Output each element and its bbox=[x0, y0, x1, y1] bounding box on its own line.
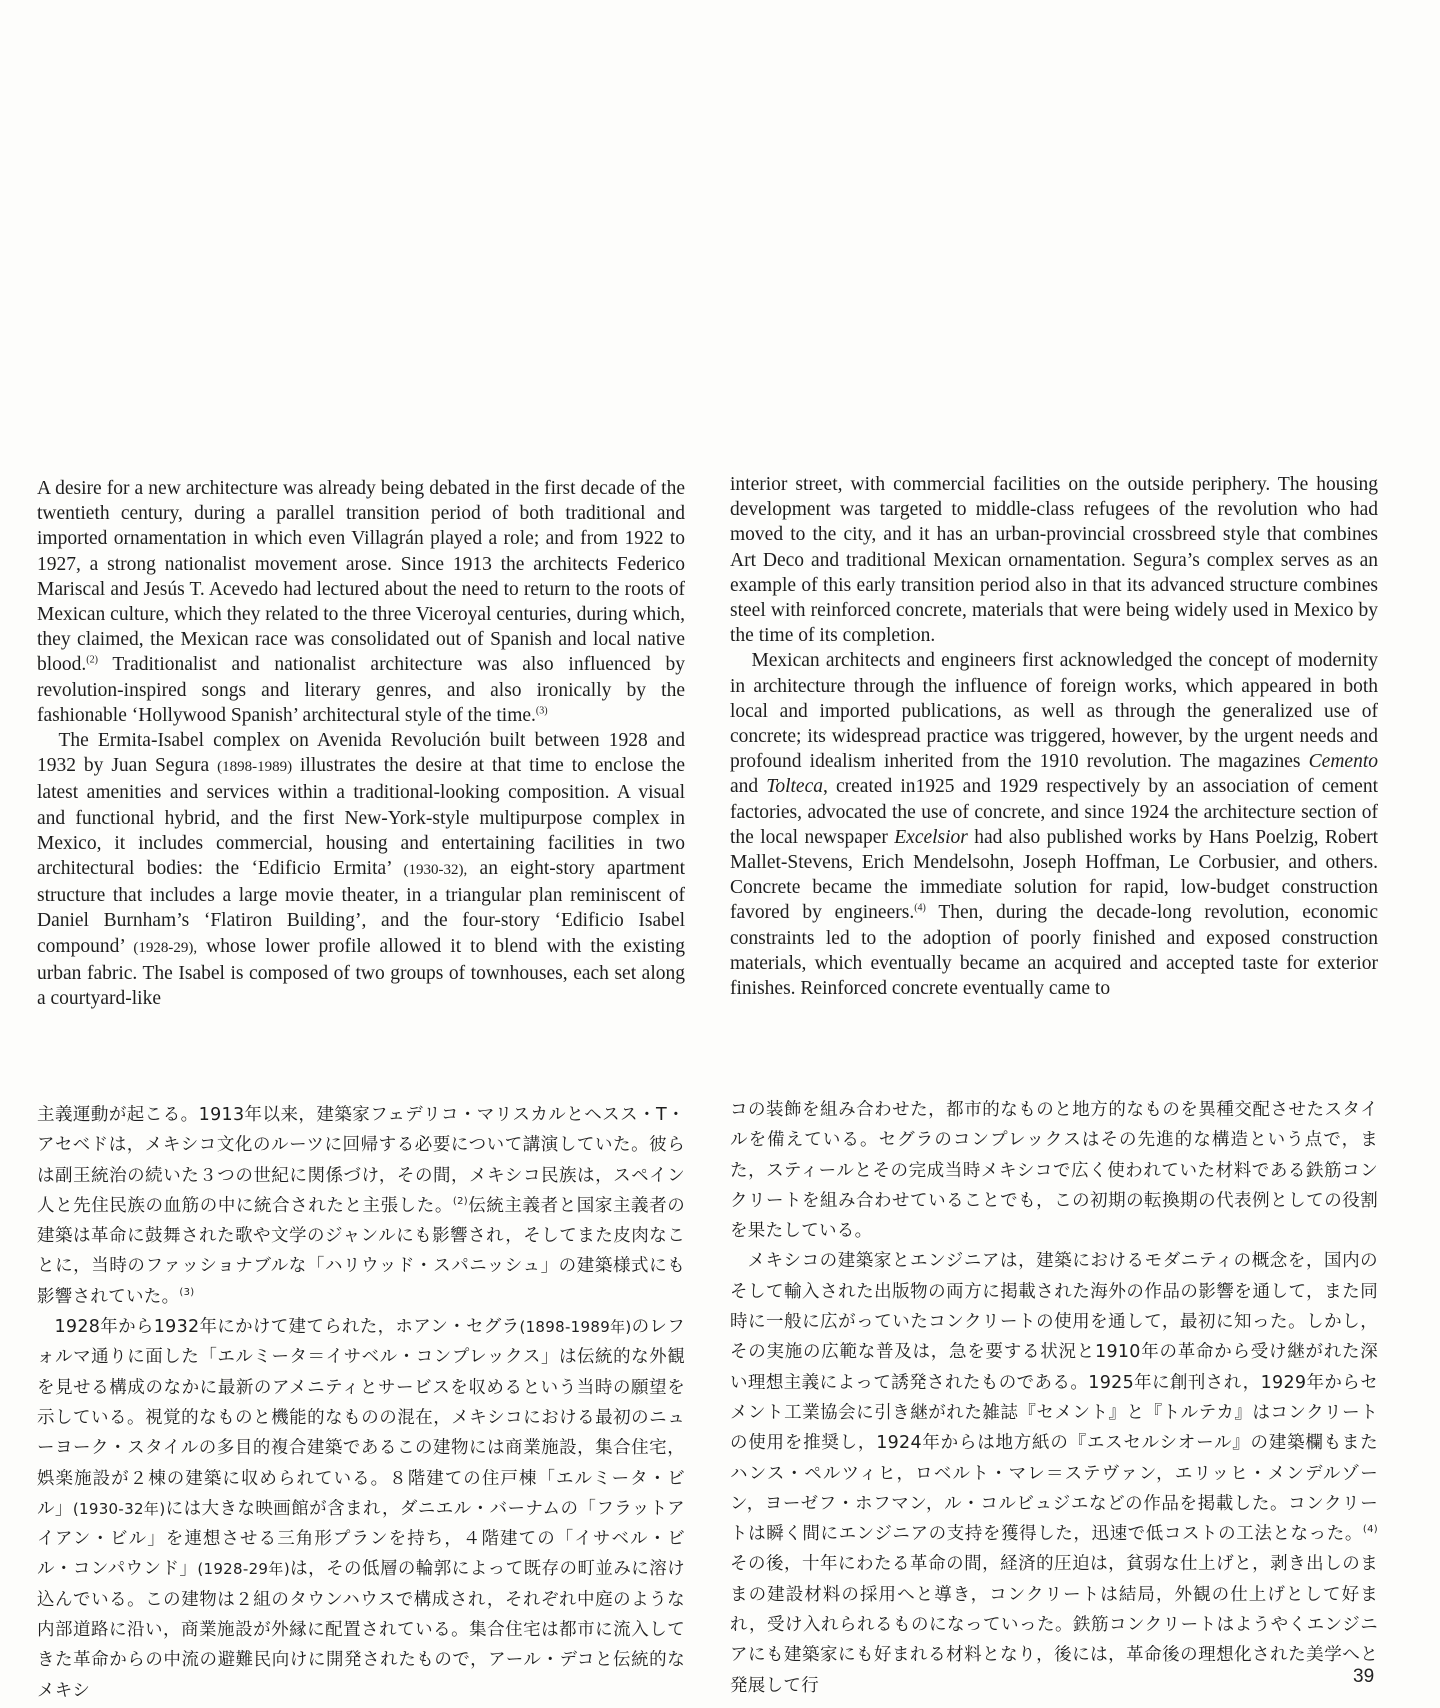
paragraph-text: , created in1925 and 1929 respectively by an association of cement factories, advocated the use of concrete, and since 1924 the architecture section of the local newspaper bbox=[730, 776, 1378, 848]
paragraph-text: A desire for a new architecture was already being debated in the first decade of the twentieth century, during a parallel transition period of both traditional and imported ornamentation in which even Villagrán played a role; and from 1922 to 1927, a strong nationalist movement arose. Since 1913 the architects Federico Mariscal and Jesús T. Acevedo had lectured about the need to return to the roots of Mexican culture, which they related to the three Viceroyal centuries, during which, they claimed, the Mexican race was consolidated out of Spanish and local native blood. bbox=[37, 478, 685, 676]
date-range: (1930-32), bbox=[403, 862, 468, 879]
paragraph-text: は，その低層の輪郭によって既存の町並みに溶け込んでいる。この建物は２組のタウンハウスで構成され，それぞれ中庭のような内部道路に沿い，商業施設が外縁に配置されている。集合住宅は都市に流入してきた革命からの中流の避難民向けに開発されたもので，アール・デコと伝統的なメキシ bbox=[37, 1559, 685, 1701]
english-column-left bbox=[37, 476, 685, 1011]
page-number: 39 bbox=[1353, 1666, 1375, 1687]
paragraph-text: のレフォルマ通りに面した「エルミータ＝イサベル・コンプレックス」は伝統的な外観を見せる構成のなかに最新のアメニティとサービスを収めるという当時の願望を示している。視覚的なものと機能的なものの混在，メキシコにおける最初のニューヨーク・スタイルの多目的複合建築であるこの建物には商業施設，集合住宅，娯楽施設が２棟の建築に収められている。８階建ての住戸棟「エルミータ・ビル」 bbox=[37, 1317, 685, 1519]
paragraph-text: 主義運動が起こる。1913年以来，建築家フェデリコ・マリスカルとヘスス・T・アセベドは，メキシコ文化のルーツに回帰する必要について講演していた。彼らは副王統治の続いた３つの世紀に関係づけ，その間，メキシコ民族は，スペイン人と先住民族の血筋の中に統合されたと主張した。 bbox=[37, 1105, 685, 1216]
paragraph: interior street, with commercial facilities on the outside periphery. The housing development was targeted to middle-class refugees of the revolution who had moved to the city, and it has an urban-provincial crossbreed style that combines Art Deco and traditional Mexican ornamentation. Segura’s complex serves as an example of this early transition period also in that its advanced structure combines steel with reinforced concrete, materials that were being widely used in Mexico by the time of its completion. bbox=[730, 474, 1378, 647]
paragraph-text: 伝統主義者と国家主義者の建築は革命に鼓舞された歌や文学のジャンルにも影響され，そしてまた皮肉なことに，当時のファッショナブルな「ハリウッド・スパニッシュ」の建築様式にも影響されていた。 bbox=[37, 1195, 685, 1307]
paragraph-text: メキシコの建築家とエンジニアは，建築におけるモダニティの概念を，国内のそして輸入された出版物の両方に掲載された海外の作品の影響を通して，また同時に一般に広がっていたコンクリートの使用を通して，最初に知った。しかし，その実施の広範な普及は，急を要する状況と1910年の革命から受け継がれた深い理想主義によって誘発されたものである。1925年に創刊され，1929年からセメント工業協会に引き継がれた雑誌『セメント』と『トルテカ』はコンクリートの使用を推奨し，1924年からは地方紙の『エスセルシオール』の建築欄もまたハンス・ペルツィヒ，ロベルト・マレ＝ステヴァン，エリッヒ・メンデルゾーン，ヨーゼフ・ホフマン，ル・コルビュジエなどの作品を掲載した。コンクリートは瞬く間にエンジニアの支持を獲得した，迅速で低コストの工法となった。 bbox=[730, 1251, 1378, 1545]
footnote-ref: (2) bbox=[452, 1196, 468, 1208]
paragraph-text: Then, during the decade-long revolution, economic constraints led to the adoption of poorly finished and exposed construction materials, which eventually became an acquired and accepted taste for exterior finishes. Reinforced concrete eventually came to bbox=[730, 902, 1378, 1000]
date-range: (1898-1989年) bbox=[519, 1318, 632, 1337]
paragraph bbox=[37, 1100, 685, 1312]
date-range: (1928-29年) bbox=[197, 1560, 291, 1579]
paragraph-text: Traditionalist and nationalist architecture was also influenced by revolution-inspired songs and literary genres, and also ironically by the fashionable ‘Hollywood Spanish’ architectural style of the time. bbox=[37, 654, 685, 726]
paragraph-text: その後，十年にわたる革命の間，経済的圧迫は，貧弱な仕上げと，剥き出しのままの建設材料の採用へと導き，コンクリートは結局，外観の仕上げとして好まれ，受け入れられるものになっていった。鉄筋コンクリートはようやくエンジニアにも建築家にも好まれる材料となり，後には，革命後の理想化された美学へと発展して行 bbox=[730, 1554, 1378, 1696]
footnote-ref: (2) bbox=[86, 654, 98, 666]
blank-photo-area bbox=[0, 0, 1440, 460]
footnote-ref: (4) bbox=[1362, 1524, 1378, 1536]
paragraph bbox=[37, 1312, 685, 1706]
paragraph bbox=[730, 648, 1378, 1001]
paragraph-text: Mexican architects and engineers first acknowledged the concept of modernity in architecture through the influence of foreign works, which appeared in both local and imported publications, as well as through the generalized use of concrete; its widespread practice was triggered, however, by the urgent needs and profound idealism inherited from the 1910 revolution. The magazines bbox=[730, 650, 1378, 773]
paragraph-text: The Ermita-Isabel complex on Avenida Revolución built between 1928 and 1932 by Juan Segura bbox=[37, 730, 685, 777]
footnote-ref: (4) bbox=[914, 902, 926, 914]
footnote-ref: (3) bbox=[179, 1286, 195, 1298]
japanese-column-left bbox=[37, 1100, 685, 1706]
paragraph bbox=[37, 476, 685, 728]
japanese-column-right bbox=[730, 1095, 1378, 1701]
newspaper-title: Excelsior bbox=[894, 826, 968, 848]
date-range: (1898-1989) bbox=[217, 759, 293, 776]
paragraph-text: had also published works by Hans Poelzig, Robert Mallet-Stevens, Erich Mendelsohn, Joseph Hoffman, Le Corbusier, and others. Concrete became the immediate solution for rapid, low-budget construction favored by engineers. bbox=[730, 826, 1379, 924]
paragraph-text: 1928年から1932年にかけて建てられた，ホアン・セグラ bbox=[54, 1317, 520, 1338]
date-range: (1930-32年) bbox=[72, 1499, 166, 1518]
paragraph-text: and bbox=[730, 776, 759, 798]
magazine-title: Tolteca bbox=[766, 776, 823, 798]
paragraph-text: whose lower profile allowed it to blend with the existing urban fabric. The Isabel is composed of two groups of townhouses, each set along a courtyard-like bbox=[37, 935, 686, 1010]
paragraph bbox=[37, 728, 685, 1011]
magazine-title: Cemento bbox=[1308, 751, 1378, 773]
paragraph-text: illustrates the desire at that time to enclose the latest amenities and services within a traditional-looking composition. A visual and functional hybrid, and the first New-York-style multipurpose complex in Mexico, it includes commercial, housing and entertaining facilities in two architectural bodies: the ‘Edificio Ermita’ bbox=[37, 755, 685, 880]
paragraph: コの装飾を組み合わせた，都市的なものと地方的なものを異種交配させたスタイルを備えている。セグラのコンプレックスはその先進的な構造という点で，また，スティールとその完成当時メキシコで広く使われていた材料である鉄筋コンクリートを組み合わせていることでも，この初期の転換期の代表例としての役割を果たしている。 bbox=[730, 1100, 1378, 1242]
paragraph bbox=[730, 1246, 1378, 1700]
paragraph-text: an eight-story apartment structure that includes a large movie theater, in a triangular plan reminiscent of Daniel Burnham’s ‘Flatiron Building’, and the four-story ‘Edificio Isabel compound’ bbox=[37, 858, 685, 957]
paragraph-text: には大きな映画館が含まれ，ダニエル・バーナムの「フラットアイアン・ビル」を連想させる三角形プランを持ち，４階建ての「イサベル・ビル・コンパウンド」 bbox=[37, 1498, 685, 1580]
date-range: (1928-29), bbox=[133, 939, 198, 956]
footnote-ref: (3) bbox=[535, 705, 548, 717]
english-column-right bbox=[730, 472, 1378, 1001]
